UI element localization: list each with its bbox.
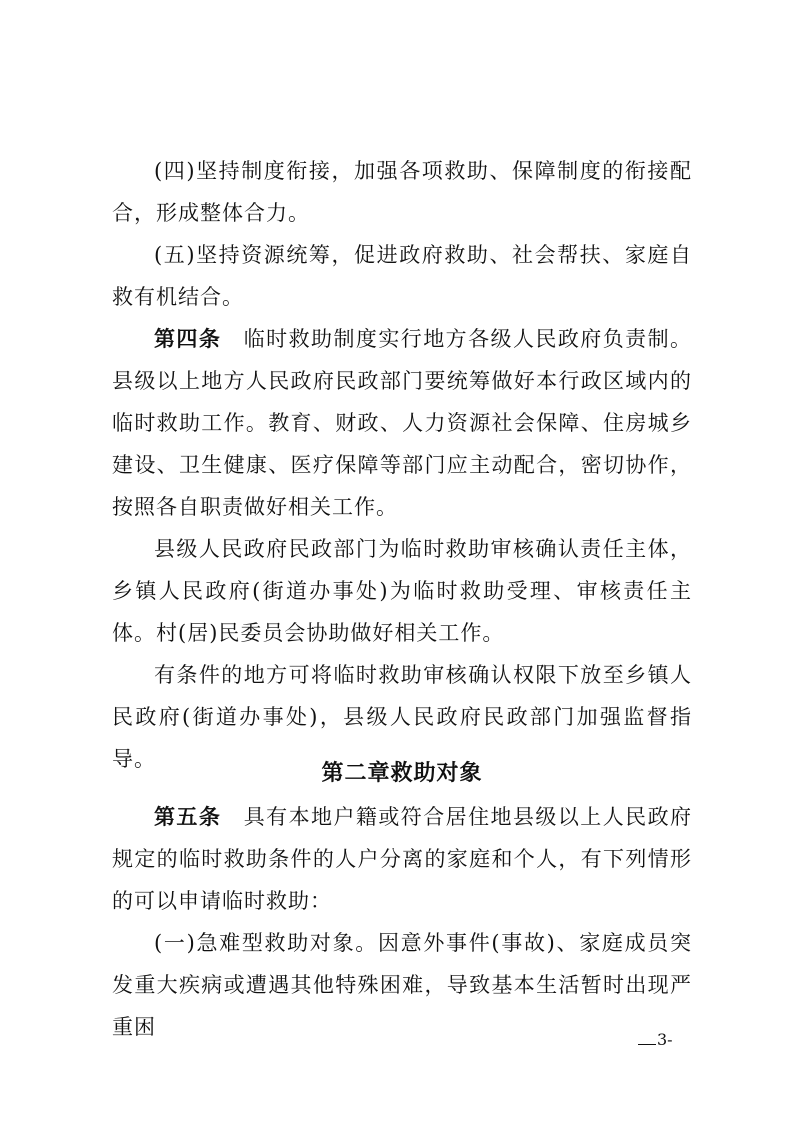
article-lead: 第四条 [154,326,222,351]
paragraph-article-5 [112,796,692,922]
paragraph-text: (四)坚持制度衔接，加强各项救助、保障制度的衔接配合，形成整体合力。 [112,159,692,225]
body-text-section-1 [112,150,692,780]
paragraph-text: 具有本地户籍或符合居住地县级以上人民政府规定的临时救助条件的人户分离的家庭和个人，有下列情形的可以申请临时救助： [112,805,693,913]
page-number-text: 3- [657,1030,673,1049]
article-lead: 第五条 [154,804,222,829]
paragraph-text: 县级人民政府民政部门为临时救助审核确认责任主体，乡镇人民政府(街道办事处)为临时救助受理、审核责任主体。村(居)民委员会协助做好相关工作。 [112,537,692,645]
page-number-rule [638,1044,656,1045]
page-number [638,1030,673,1050]
body-text-section-2 [112,796,692,1048]
paragraph-text: 临时救助制度实行地方各级人民政府负责制。县级以上地方人民政府民政部门要统筹做好本行政区域内的临时救助工作。教育、财政、人力资源社会保障、住房城乡建设、卫生健康、医疗保障等部门应主动配合，密切协作，按照各自职责做好相关工作。 [112,327,693,519]
paragraph-principle-4 [112,150,692,234]
paragraph-responsibility [112,528,692,654]
paragraph-text: (五)坚持资源统筹，促进政府救助、社会帮扶、家庭自救有机结合。 [112,243,692,309]
paragraph-text: 有条件的地方可将临时救助审核确认权限下放至乡镇人民政府(街道办事处)，县级人民政府民政部门加强监督指导。 [112,663,692,771]
chapter-title: 第二章救助对象 [321,761,483,786]
paragraph-principle-5 [112,234,692,318]
paragraph-text: (一)急难型救助对象。因意外事件(事故)、家庭成员突发重大疾病或遭遇其他特殊困难，导致基本生活暂时出现严重困 [112,931,692,1039]
paragraph-article-4 [112,318,692,528]
paragraph-emergency-type [112,922,692,1048]
